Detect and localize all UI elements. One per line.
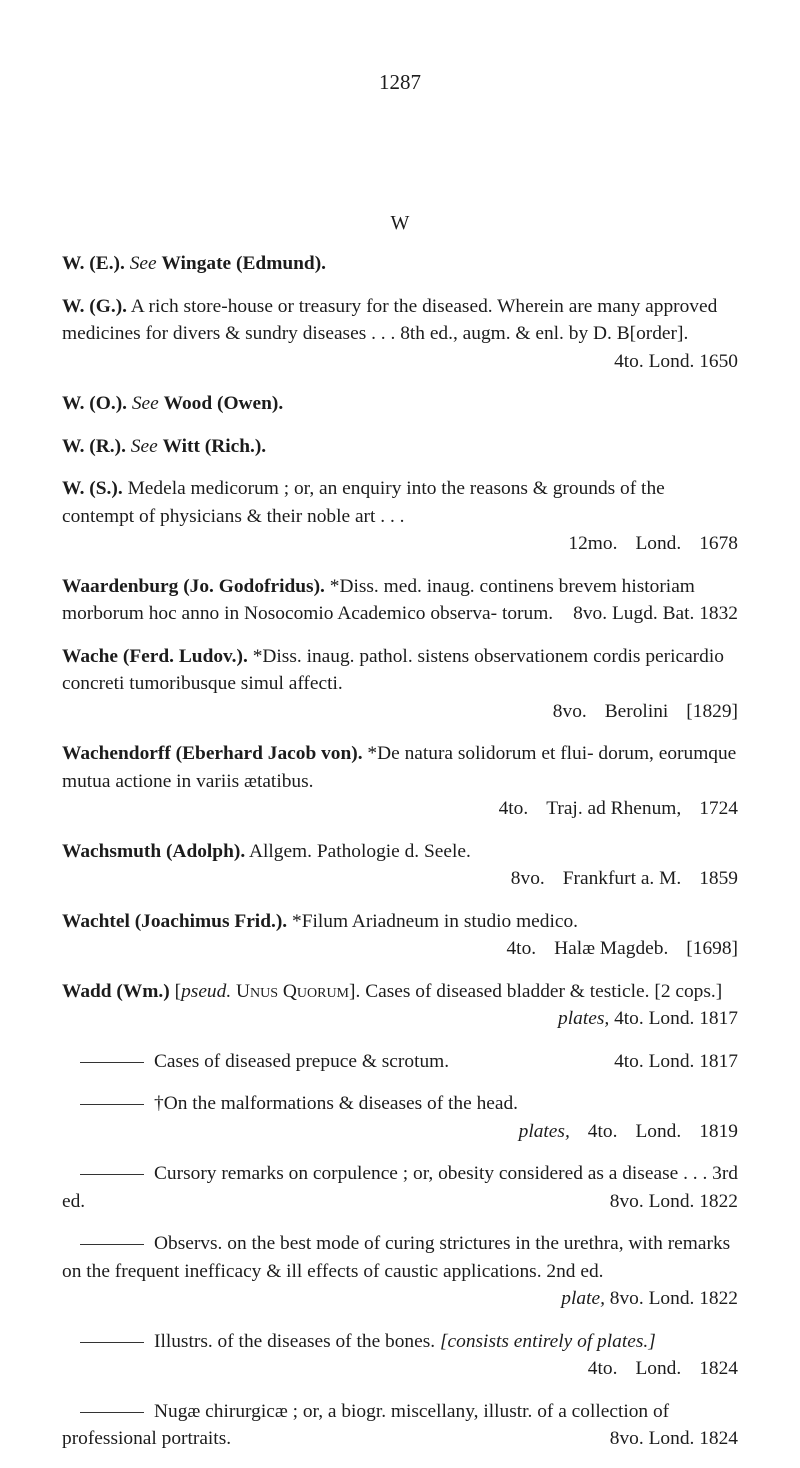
page-number: 1287 <box>379 70 421 94</box>
entry-heading: Wachendorff (Eberhard Jacob von). <box>62 743 363 764</box>
imprint-place: Lond. <box>648 1008 695 1029</box>
entry-title: Cases of diseased bladder & testicle. <box>365 980 650 1002</box>
imprint-year: 1822 <box>699 1190 738 1212</box>
imprint-place: Lugd. Bat. <box>611 603 695 624</box>
entry-w-e <box>62 250 738 278</box>
entry-waardenburg <box>62 573 738 628</box>
entry-title: Cases of diseased prepuce & scrotum. <box>154 1050 450 1072</box>
imprint <box>573 600 738 628</box>
entry-heading: W. (E.). <box>62 253 125 274</box>
pseudonym: [pseud. Unus Quorum]. <box>174 980 361 1002</box>
entry-wachtel <box>62 908 738 963</box>
imprint-year: 1819 <box>699 1120 738 1142</box>
imprint <box>62 795 738 823</box>
entry-heading: W. (S.). <box>62 478 123 499</box>
imprint <box>62 865 738 893</box>
imprint-place: Lond. <box>648 350 695 372</box>
entry-title: *Diss. med. inaug. continens brevem historiam morborum hoc anno in Nosocomio Academico observa- torum. <box>62 575 695 624</box>
imprint-place: Berolini <box>604 700 669 722</box>
entry-note: [2 cops.] <box>654 980 723 1002</box>
imprint-year: 1817 <box>699 1050 738 1072</box>
entry-note: [consists entirely of plates.] <box>439 1330 656 1352</box>
sub-entry-nugae <box>62 1398 738 1453</box>
imprint <box>62 530 738 558</box>
see-reference-label: See <box>131 393 159 414</box>
imprint-year: 1678 <box>699 533 738 554</box>
entry-heading: Wadd (Wm.) <box>62 980 170 1002</box>
entry-title: A rich store-house or treasury for the diseased. Wherein are many approved medicines for divers & sundry diseases . . . 8th ed., augm. & enl. by D. B[order]. <box>62 295 718 344</box>
imprint-format: 4to. <box>587 1358 618 1379</box>
ditto-dash <box>80 1104 144 1105</box>
imprint-place: Lond. <box>648 1428 695 1449</box>
imprint-place: Lond. <box>648 1050 695 1072</box>
entry-heading: W. (R.). <box>62 435 126 457</box>
sub-entry-head <box>62 1090 738 1145</box>
ditto-dash <box>80 1342 144 1343</box>
imprint-year: 1724 <box>699 798 738 819</box>
entry-w-g <box>62 293 738 376</box>
imprint-year: 1859 <box>699 868 738 889</box>
sub-entry-strictures <box>62 1230 738 1313</box>
ditto-dash <box>80 1412 144 1413</box>
imprint-place: Lond. <box>635 1358 682 1379</box>
entry-title: †On the malformations & diseases of the head. <box>154 1093 519 1114</box>
imprint <box>62 698 738 726</box>
imprint-place: Traj. ad Rhenum, <box>546 798 682 819</box>
imprint-year: 1824 <box>699 1428 738 1449</box>
entry-w-r <box>62 433 738 461</box>
imprint-format: 4to. <box>614 1050 644 1072</box>
imprint-format: 4to. <box>614 1008 644 1029</box>
sub-entry-corpulence <box>62 1160 738 1215</box>
imprint <box>558 1005 738 1033</box>
entry-title: *Diss. inaug. pathol. sistens observationem cordis pericardio concreti tumoribusque simul affecti. <box>62 645 724 694</box>
imprint-year: 1832 <box>699 603 738 624</box>
imprint <box>62 1118 738 1146</box>
entry-title: Illustrs. of the diseases of the bones. <box>154 1330 436 1352</box>
imprint-place: Frankfurt a. M. <box>562 868 682 889</box>
sub-entry-bones <box>62 1328 738 1383</box>
imprint-format: 8vo. <box>573 603 608 624</box>
pseudonym-name: Unus Quorum <box>236 980 350 1002</box>
imprint-format: 4to. <box>614 350 644 372</box>
cross-reference: Witt (Rich.). <box>162 435 267 457</box>
entry-heading: Wachsmuth (Adolph). <box>62 840 246 862</box>
entry-title: Medela medicorum ; or, an enquiry into the reasons & grounds of the contempt of physicians & their noble art . . . <box>62 478 665 527</box>
imprint-plates: plate, <box>561 1288 605 1309</box>
ditto-dash <box>80 1174 144 1175</box>
entry-title: Allgem. Pathologie d. Seele. <box>248 840 471 862</box>
imprint-format: 8vo. <box>552 700 587 722</box>
imprint <box>614 348 738 376</box>
entry-wadd <box>62 978 738 1033</box>
entry-heading: W. (G.). <box>62 295 127 317</box>
entry-title: *De natura solidorum et flui- dorum, eorumque mutua actione in variis ætatibus. <box>62 743 737 792</box>
imprint-place: Halæ Magdeb. <box>554 938 669 959</box>
entry-title: *Filum Ariadneum in studio medico. <box>292 910 578 932</box>
entry-heading: W. (O.). <box>62 393 127 414</box>
entry-w-o <box>62 390 738 418</box>
imprint-place: Lond. <box>635 1120 682 1142</box>
imprint <box>62 935 738 963</box>
imprint <box>561 1285 738 1313</box>
sub-entry-prepuce <box>62 1048 738 1076</box>
imprint <box>610 1425 738 1453</box>
imprint-place: Lond. <box>648 1288 695 1309</box>
imprint <box>610 1188 738 1216</box>
imprint-format: 4to. <box>498 798 529 819</box>
see-reference-label: See <box>130 435 158 457</box>
entry-title: Nugæ chirurgicæ ; or, a biogr. miscellany, illustr. of a collection of professional portraits. <box>62 1400 670 1449</box>
entry-heading: Wache (Ferd. Ludov.). <box>62 645 248 667</box>
imprint-year: [1698] <box>686 938 738 959</box>
ditto-dash <box>80 1244 144 1245</box>
imprint-format: 8vo. <box>609 1288 644 1309</box>
imprint-plates: plates, <box>558 1008 610 1029</box>
cross-reference: Wood (Owen). <box>163 393 284 414</box>
cross-reference: Wingate (Edmund). <box>161 253 326 274</box>
imprint-year: [1829] <box>686 700 738 722</box>
entry-wache <box>62 643 738 726</box>
entry-heading: Wachtel (Joachimus Frid.). <box>62 910 288 932</box>
imprint-format: 12mo. <box>568 533 618 554</box>
entry-title: Cursory remarks on corpulence ; or, obesity considered as a disease . . . 3rd ed. <box>62 1163 739 1212</box>
imprint-format: 8vo. <box>510 868 545 889</box>
entry-heading: Waardenburg (Jo. Godofridus). <box>62 575 325 597</box>
entry-w-s <box>62 475 738 558</box>
imprint-year: 1824 <box>699 1358 738 1379</box>
imprint-format: 4to. <box>506 938 537 959</box>
imprint-plates: plates, <box>518 1120 570 1142</box>
imprint <box>62 1355 738 1383</box>
entry-title: Observs. on the best mode of curing strictures in the urethra, with remarks on the frequent inefficacy & ill effects of caustic applications. 2nd ed. <box>62 1233 731 1282</box>
entry-wachsmuth <box>62 838 738 893</box>
imprint-place: Lond. <box>635 533 682 554</box>
section-letter: W <box>390 212 410 234</box>
imprint-format: 8vo. <box>609 1190 644 1212</box>
ditto-dash <box>80 1062 144 1063</box>
imprint-year: 1650 <box>699 350 738 372</box>
bibliography-list <box>62 250 738 1468</box>
pseudonym-label: pseud. <box>181 980 232 1002</box>
imprint-year: 1822 <box>699 1288 738 1309</box>
see-reference-label: See <box>129 253 157 274</box>
imprint-format: 8vo. <box>609 1428 644 1449</box>
entry-wachendorff <box>62 740 738 823</box>
imprint-place: Lond. <box>648 1190 695 1212</box>
imprint-year: 1817 <box>699 1008 738 1029</box>
imprint-format: 4to. <box>587 1120 618 1142</box>
imprint <box>614 1048 738 1076</box>
